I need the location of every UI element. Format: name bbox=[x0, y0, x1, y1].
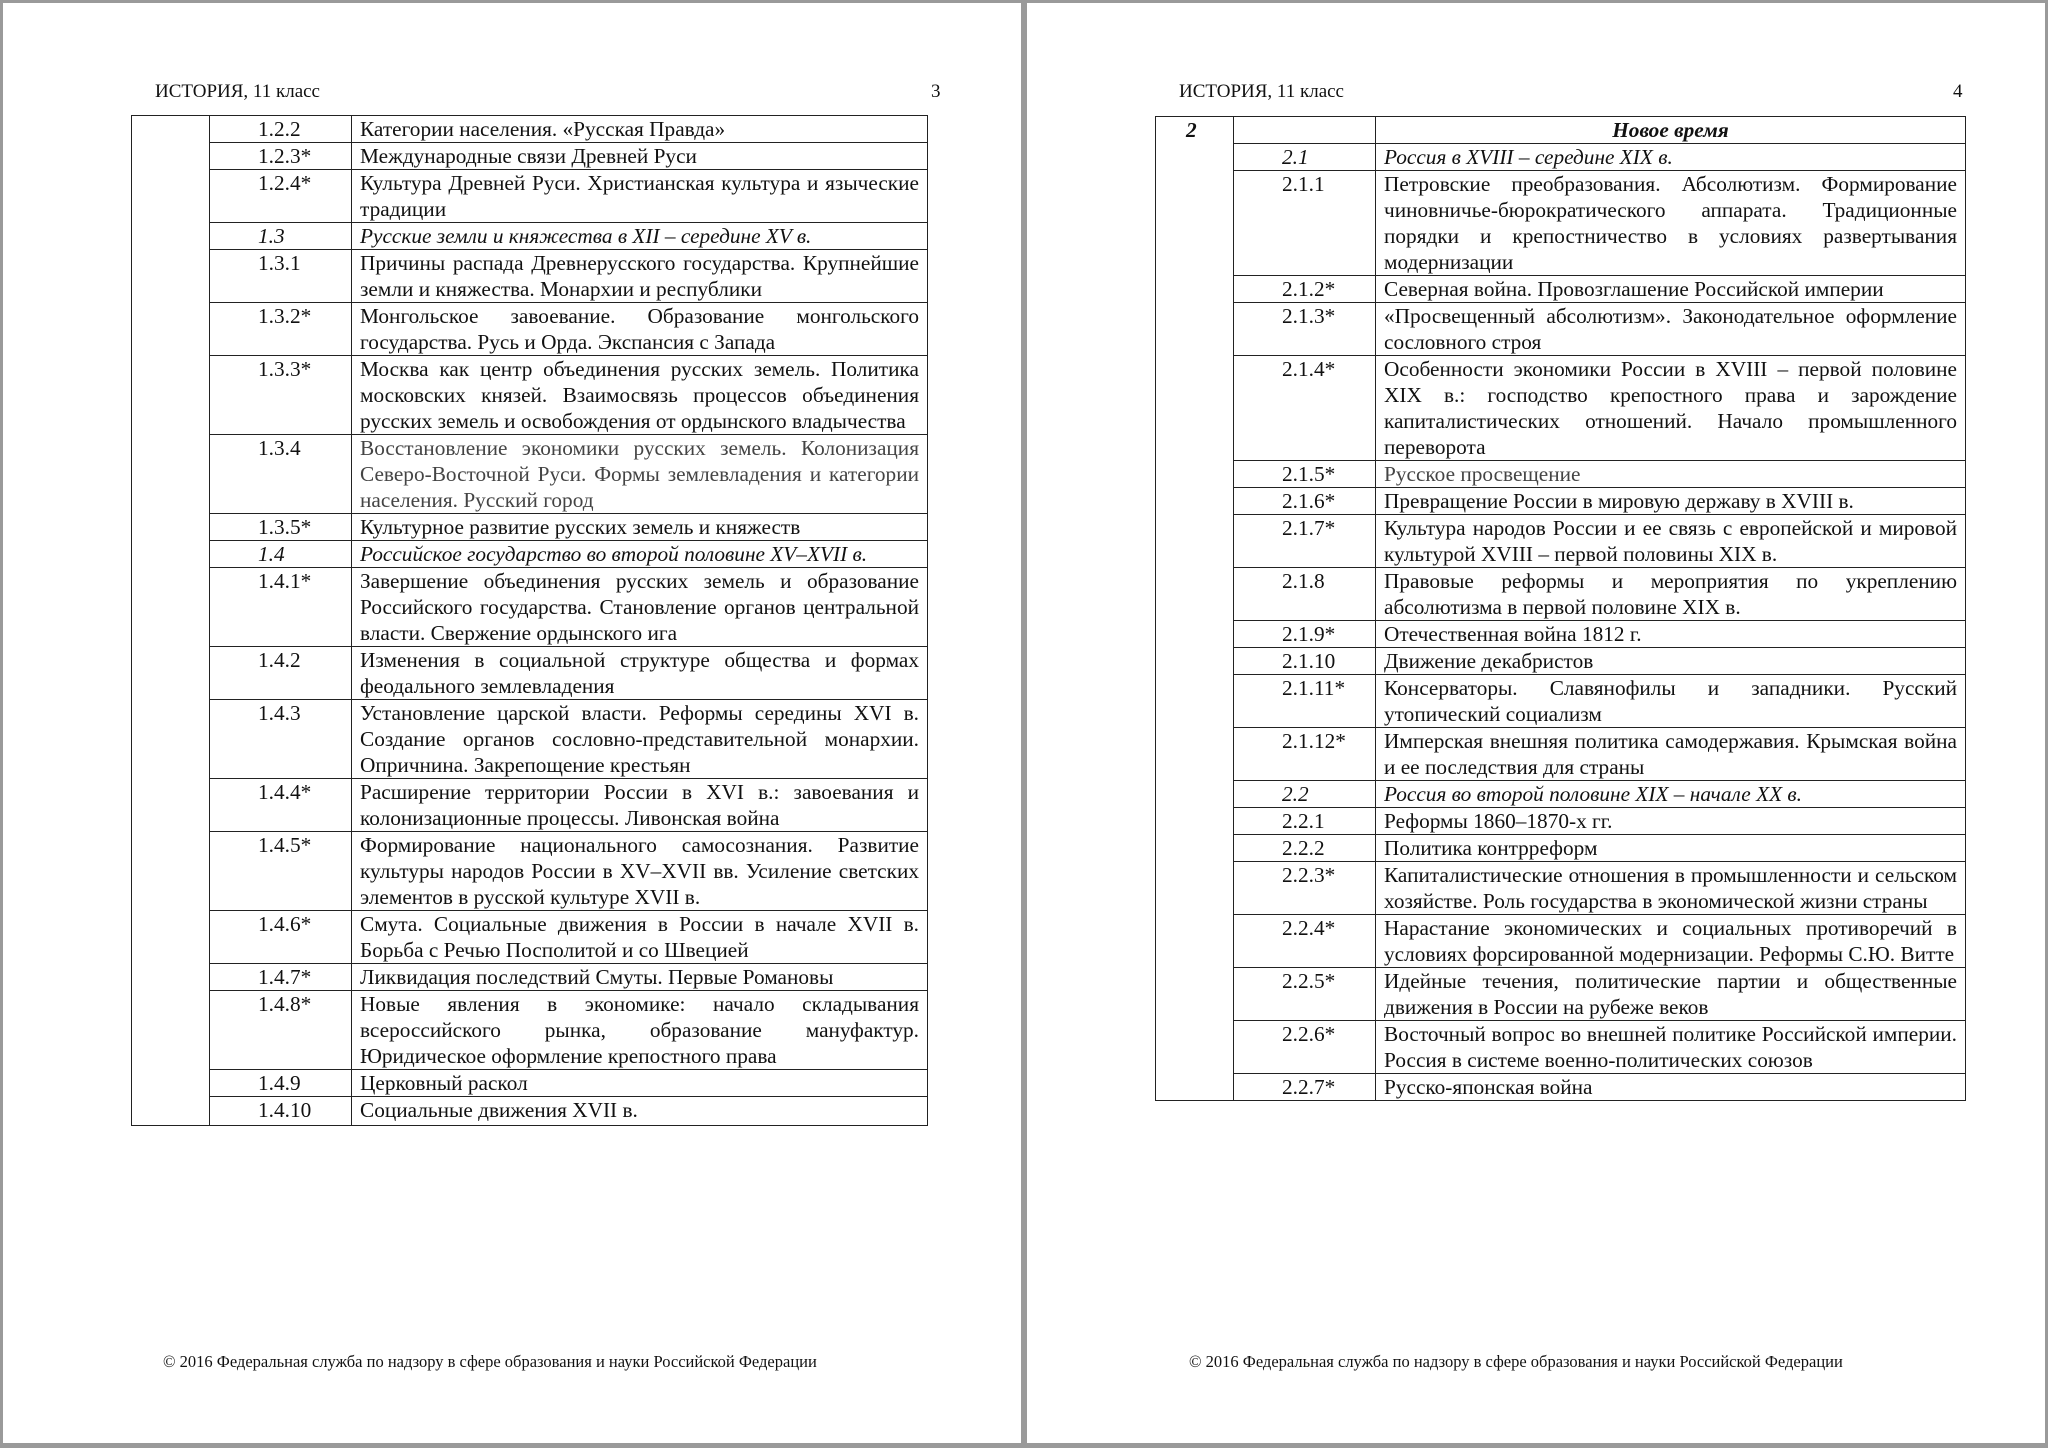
row-text: Смута. Социальные движения в России в начале XVII в. Борьба с Речью Посполитой и со Швецией bbox=[352, 911, 928, 964]
codifier-table bbox=[131, 115, 928, 1126]
table-row bbox=[1156, 1074, 1966, 1101]
row-text: Петровские преобразования. Абсолютизм. Формирование чиновничье-бюрократического аппарата. Традиционные порядки и крепостничество в условиях развертывания модернизации bbox=[1376, 171, 1966, 276]
section-cell bbox=[132, 116, 210, 1126]
row-text: Нарастание экономических и социальных противоречий в условиях форсированной модернизации. Реформы С.Ю. Витте bbox=[1376, 915, 1966, 968]
row-text: Отечественная война 1812 г. bbox=[1376, 621, 1966, 648]
row-code: 1.4.8* bbox=[210, 991, 352, 1070]
row-code: 1.3 bbox=[210, 223, 352, 250]
page-header: ИСТОРИЯ, 11 класс bbox=[155, 81, 320, 102]
row-text: Капиталистические отношения в промышленности и сельском хозяйстве. Роль государства в экономической жизни страны bbox=[1376, 862, 1966, 915]
table-row bbox=[132, 832, 928, 911]
row-text: Культура Древней Руси. Христианская культура и языческие традиции bbox=[352, 170, 928, 223]
row-code: 1.4.5* bbox=[210, 832, 352, 911]
table-row bbox=[132, 116, 928, 143]
section-row bbox=[1156, 117, 1966, 144]
row-text: Восточный вопрос во внешней политике Российской империи. Россия в системе военно-политических союзов bbox=[1376, 1021, 1966, 1074]
row-text: Русские земли и княжества в XII – середине XV в. bbox=[352, 223, 928, 250]
table-row bbox=[1156, 515, 1966, 568]
row-text: Международные связи Древней Руси bbox=[352, 143, 928, 170]
row-text: Идейные течения, политические партии и общественные движения в России на рубеже веков bbox=[1376, 968, 1966, 1021]
table-row bbox=[132, 356, 928, 435]
page-number: 4 bbox=[1953, 81, 1963, 102]
page-footer: © 2016 Федеральная служба по надзору в сфере образования и науки Российской Федерации bbox=[163, 1352, 817, 1371]
row-text: Категории населения. «Русская Правда» bbox=[352, 116, 928, 143]
table-row bbox=[1156, 276, 1966, 303]
table-row bbox=[1156, 835, 1966, 862]
table-row bbox=[132, 647, 928, 700]
row-text: Политика контрреформ bbox=[1376, 835, 1966, 862]
table-row bbox=[1156, 648, 1966, 675]
row-text: Особенности экономики России в XVIII – первой половине XIX в.: господство крепостного права и зарождение капиталистических отношений. Начало промышленного переворота bbox=[1376, 356, 1966, 461]
row-code: 2.2.2 bbox=[1234, 835, 1376, 862]
table-row bbox=[132, 514, 928, 541]
row-text: Движение декабристов bbox=[1376, 648, 1966, 675]
row-code: 2.2.7* bbox=[1234, 1074, 1376, 1101]
table-row bbox=[1156, 808, 1966, 835]
row-code: 1.4.2 bbox=[210, 647, 352, 700]
row-text: Имперская внешняя политика самодержавия. Крымская война и ее последствия для страны bbox=[1376, 728, 1966, 781]
table-row bbox=[132, 1070, 928, 1097]
row-text: Правовые реформы и мероприятия по укреплению абсолютизма в первой половине XIX в. bbox=[1376, 568, 1966, 621]
row-text: Россия во второй половине XIX – начале XX в. bbox=[1376, 781, 1966, 808]
row-text: Новые явления в экономике: начало складывания всероссийского рынка, образование мануфактур. Юридическое оформление крепостного права bbox=[352, 991, 928, 1070]
table-row bbox=[1156, 461, 1966, 488]
table-row bbox=[1156, 915, 1966, 968]
row-code: 1.2.2 bbox=[210, 116, 352, 143]
table-row bbox=[1156, 621, 1966, 648]
row-text: Россия в XVIII – середине XIX в. bbox=[1376, 144, 1966, 171]
row-text: Расширение территории России в XVI в.: завоевания и колонизационные процессы. Ливонская война bbox=[352, 779, 928, 832]
row-code: 2.2.1 bbox=[1234, 808, 1376, 835]
subsection-row bbox=[1156, 781, 1966, 808]
row-code: 1.3.1 bbox=[210, 250, 352, 303]
table-row bbox=[132, 435, 928, 514]
row-text: Российское государство во второй половине XV–XVII в. bbox=[352, 541, 928, 568]
table-row bbox=[1156, 675, 1966, 728]
table-row bbox=[132, 991, 928, 1070]
page-footer: © 2016 Федеральная служба по надзору в сфере образования и науки Российской Федерации bbox=[1189, 1352, 1843, 1371]
row-code: 1.3.4 bbox=[210, 435, 352, 514]
page-header: ИСТОРИЯ, 11 класс bbox=[1179, 81, 1344, 102]
table-row bbox=[132, 568, 928, 647]
row-text: Восстановление экономики русских земель. Колонизация Северо-Восточной Руси. Формы землевладения и категории населения. Русский город bbox=[352, 435, 928, 514]
row-text: Культура народов России и ее связь с европейской и мировой культурой XVIII – первой половины XIX в. bbox=[1376, 515, 1966, 568]
row-text: Изменения в социальной структуре общества и формах феодального землевладения bbox=[352, 647, 928, 700]
row-code: 1.3.3* bbox=[210, 356, 352, 435]
row-code: 1.4.3 bbox=[210, 700, 352, 779]
row-text: Причины распада Древнерусского государства. Крупнейшие земли и княжества. Монархии и республики bbox=[352, 250, 928, 303]
table-row bbox=[1156, 488, 1966, 515]
row-code: 1.3.2* bbox=[210, 303, 352, 356]
table-row bbox=[1156, 862, 1966, 915]
row-code: 2.2.5* bbox=[1234, 968, 1376, 1021]
row-code: 2.2 bbox=[1234, 781, 1376, 808]
row-code: 1.4.4* bbox=[210, 779, 352, 832]
table-row bbox=[1156, 728, 1966, 781]
subsection-row bbox=[132, 223, 928, 250]
row-text: Социальные движения XVII в. bbox=[352, 1097, 928, 1126]
row-text: Москва как центр объединения русских земель. Политика московских князей. Взаимосвязь процессов объединения русских земель и освобождения от ордынского владычества bbox=[352, 356, 928, 435]
section-code-cell bbox=[1234, 117, 1376, 144]
table-row bbox=[1156, 356, 1966, 461]
table-row bbox=[132, 170, 928, 223]
table-row bbox=[132, 911, 928, 964]
row-code: 2.1.5* bbox=[1234, 461, 1376, 488]
row-code: 2.1.4* bbox=[1234, 356, 1376, 461]
row-code: 2.1.6* bbox=[1234, 488, 1376, 515]
row-text: Превращение России в мировую державу в XVIII в. bbox=[1376, 488, 1966, 515]
codifier-table bbox=[1155, 116, 1966, 1101]
row-text: Русско-японская война bbox=[1376, 1074, 1966, 1101]
row-code: 1.3.5* bbox=[210, 514, 352, 541]
row-code: 1.2.3* bbox=[210, 143, 352, 170]
table-row bbox=[132, 964, 928, 991]
page-number: 3 bbox=[931, 81, 941, 102]
subsection-row bbox=[1156, 144, 1966, 171]
subsection-row bbox=[132, 541, 928, 568]
row-text: Северная война. Провозглашение Российской империи bbox=[1376, 276, 1966, 303]
row-code: 2.1.7* bbox=[1234, 515, 1376, 568]
row-code: 2.2.3* bbox=[1234, 862, 1376, 915]
row-code: 1.4.1* bbox=[210, 568, 352, 647]
table-row bbox=[132, 143, 928, 170]
right-page bbox=[1027, 3, 2045, 1443]
table-row bbox=[132, 779, 928, 832]
row-text: Реформы 1860–1870-х гг. bbox=[1376, 808, 1966, 835]
row-text: «Просвещенный абсолютизм». Законодательное оформление сословного строя bbox=[1376, 303, 1966, 356]
row-code: 2.1.11* bbox=[1234, 675, 1376, 728]
row-text: Русское просвещение bbox=[1376, 461, 1966, 488]
row-code: 2.1.1 bbox=[1234, 171, 1376, 276]
row-code: 1.4.9 bbox=[210, 1070, 352, 1097]
table-row bbox=[1156, 968, 1966, 1021]
row-text: Культурное развитие русских земель и княжеств bbox=[352, 514, 928, 541]
section-title: Новое время bbox=[1376, 117, 1966, 144]
row-code: 2.1.9* bbox=[1234, 621, 1376, 648]
table-row bbox=[1156, 568, 1966, 621]
row-text: Завершение объединения русских земель и образование Российского государства. Становление органов центральной власти. Свержение ордынского ига bbox=[352, 568, 928, 647]
table-row bbox=[132, 700, 928, 779]
row-code: 2.2.6* bbox=[1234, 1021, 1376, 1074]
row-code: 1.4.6* bbox=[210, 911, 352, 964]
row-code: 1.2.4* bbox=[210, 170, 352, 223]
row-text: Церковный раскол bbox=[352, 1070, 928, 1097]
row-text: Консерваторы. Славянофилы и западники. Русский утопический социализм bbox=[1376, 675, 1966, 728]
row-code: 2.1.8 bbox=[1234, 568, 1376, 621]
row-code: 2.1.3* bbox=[1234, 303, 1376, 356]
table-row bbox=[1156, 171, 1966, 276]
row-code: 2.1.10 bbox=[1234, 648, 1376, 675]
row-text: Ликвидация последствий Смуты. Первые Романовы bbox=[352, 964, 928, 991]
row-code: 2.1.2* bbox=[1234, 276, 1376, 303]
row-text: Установление царской власти. Реформы середины XVI в. Создание органов сословно-представительной монархии. Опричнина. Закрепощение крестьян bbox=[352, 700, 928, 779]
table-row bbox=[132, 1097, 928, 1126]
row-code: 1.4 bbox=[210, 541, 352, 568]
table-row bbox=[132, 303, 928, 356]
table-row bbox=[1156, 1021, 1966, 1074]
row-code: 2.1 bbox=[1234, 144, 1376, 171]
row-code: 1.4.7* bbox=[210, 964, 352, 991]
row-code: 1.4.10 bbox=[210, 1097, 352, 1126]
table-row bbox=[132, 250, 928, 303]
row-code: 2.2.4* bbox=[1234, 915, 1376, 968]
row-code: 2.1.12* bbox=[1234, 728, 1376, 781]
row-text: Монгольское завоевание. Образование монгольского государства. Русь и Орда. Экспансия с Запада bbox=[352, 303, 928, 356]
row-text: Формирование национального самосознания. Развитие культуры народов России в XV–XVII вв. Усиление светских элементов в русской культуре XVII в. bbox=[352, 832, 928, 911]
left-page bbox=[3, 3, 1021, 1443]
section-number: 2 bbox=[1156, 117, 1234, 1101]
table-row bbox=[1156, 303, 1966, 356]
